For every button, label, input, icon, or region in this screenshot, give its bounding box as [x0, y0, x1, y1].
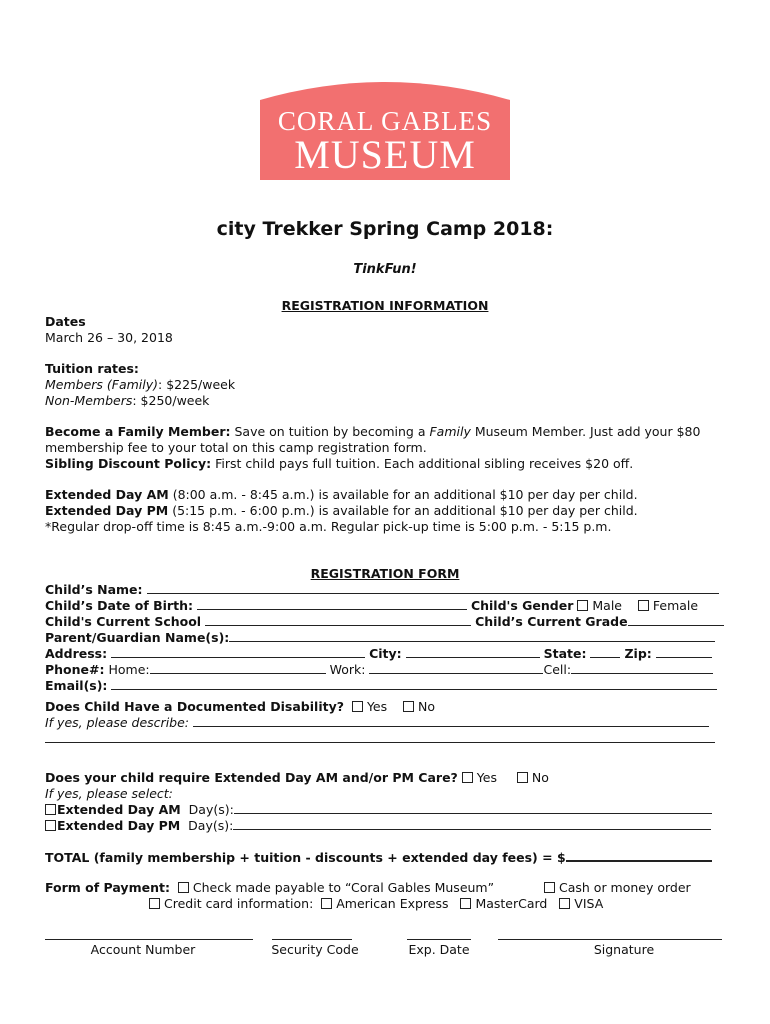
cash-option: [544, 880, 691, 896]
describe-label: If yes, please describe:: [45, 715, 190, 730]
visa-label: VISA: [574, 896, 604, 911]
female-label: Female: [652, 598, 699, 613]
parent-label: Parent/Guardian Name(s):: [45, 630, 230, 645]
email-field[interactable]: [111, 678, 717, 690]
credit-label: Credit card information:: [164, 896, 314, 911]
cash-label: Cash or money order: [559, 880, 691, 895]
disability-no-checkbox[interactable]: [403, 701, 414, 712]
members-rate: [45, 377, 235, 393]
ext-pm-row: [45, 818, 711, 834]
home-phone-field[interactable]: [150, 662, 326, 674]
account-number-label: Account Number: [90, 942, 196, 957]
family-italic: Family: [429, 424, 471, 439]
child-name-row: [45, 582, 719, 598]
signature-field[interactable]: [498, 927, 722, 940]
ext-pm-days-field[interactable]: [233, 818, 711, 830]
check-label: Check made payable to “Coral Gables Museum”: [192, 880, 495, 895]
dates-value: March 26 – 30, 2018: [45, 330, 173, 345]
ext-am-days-label: Day(s):: [188, 802, 234, 817]
ext-pm-option: Extended Day PM: [57, 818, 181, 833]
sibling-label: Sibling Discount Policy:: [45, 456, 212, 471]
exp-date-field[interactable]: [407, 927, 471, 940]
select-label: If yes, please select:: [45, 786, 173, 801]
ext-yes-label: Yes: [476, 770, 497, 785]
security-code-label: Security Code: [271, 942, 359, 957]
page-subtitle: TinkFun!: [353, 262, 417, 277]
total-row: [45, 849, 712, 866]
phone-label: Phone#:: [45, 662, 105, 677]
museum-logo: [260, 78, 510, 180]
parent-row: [45, 630, 715, 646]
address-field[interactable]: [111, 646, 365, 658]
total-label: TOTAL (family membership + tuition - discounts + extended day fees) = $: [45, 850, 566, 865]
cell-label: Cell:: [543, 662, 572, 677]
dates-label: Dates: [45, 314, 86, 329]
signature-label: Signature: [593, 942, 655, 957]
school-field[interactable]: [205, 614, 471, 626]
family-label: Become a Family Member:: [45, 424, 231, 439]
disability-row: [45, 699, 435, 715]
address-row: [45, 646, 712, 662]
dob-label: Child’s Date of Birth:: [45, 598, 193, 613]
ext-am-days-field[interactable]: [234, 802, 712, 814]
sibling-text: First child pays full tuition. Each additional sibling receives $20 off.: [211, 456, 634, 471]
total-field[interactable]: [566, 849, 712, 862]
logo-line1: CORAL GABLES: [277, 106, 493, 136]
family-text-3: membership fee to your total on this camp registration form.: [45, 440, 427, 455]
family-text-2: Museum Member. Just add your $80: [470, 424, 701, 439]
male-label: Male: [592, 598, 622, 613]
email-label: Email(s):: [45, 678, 108, 693]
amex-checkbox[interactable]: [321, 898, 332, 909]
mastercard-label: MasterCard: [475, 896, 548, 911]
grade-field[interactable]: [628, 614, 724, 626]
home-label: Home:: [108, 662, 150, 677]
credit-checkbox[interactable]: [149, 898, 160, 909]
zip-label: Zip:: [624, 646, 652, 661]
describe-row-2: [45, 731, 715, 747]
city-label: City:: [369, 646, 402, 661]
amex-label: American Express: [336, 896, 449, 911]
mastercard-checkbox[interactable]: [460, 898, 471, 909]
describe-field[interactable]: [193, 715, 709, 727]
disability-yes-checkbox[interactable]: [352, 701, 363, 712]
exp-date-label: Exp. Date: [408, 942, 470, 957]
ext-pm-checkbox[interactable]: [45, 820, 56, 831]
extended-care-question: Does your child require Extended Day AM and/or PM Care?: [45, 770, 458, 785]
account-number-field[interactable]: [45, 927, 253, 940]
school-row: [45, 614, 724, 630]
nonmembers-rate: [45, 393, 209, 409]
ext-am-option: Extended Day AM: [57, 802, 181, 817]
zip-field[interactable]: [656, 646, 712, 658]
female-checkbox[interactable]: [638, 600, 649, 611]
dob-field[interactable]: [197, 598, 467, 610]
ext-am-checkbox[interactable]: [45, 804, 56, 815]
gender-label: Child's Gender: [470, 598, 574, 613]
describe-field-2[interactable]: [45, 731, 715, 743]
logo-line2: MUSEUM: [294, 132, 476, 177]
ext-no-label: No: [531, 770, 549, 785]
registration-form-heading: REGISTRATION FORM: [310, 566, 460, 581]
parent-field[interactable]: [229, 630, 715, 642]
disability-yes-label: Yes: [366, 699, 388, 714]
extended-care-row: [45, 770, 549, 786]
members-label: Members (Family): [45, 377, 159, 392]
describe-row: [45, 715, 709, 731]
ext-am-label: Extended Day AM: [45, 487, 169, 502]
work-phone-field[interactable]: [369, 662, 543, 674]
extended-pm-info: [45, 503, 638, 519]
cell-phone-field[interactable]: [571, 662, 713, 674]
phone-row: [45, 662, 713, 678]
grade-label: Child’s Current Grade: [475, 614, 628, 629]
work-label: Work:: [329, 662, 366, 677]
ext-pm-days-label: Day(s):: [188, 818, 234, 833]
child-name-field[interactable]: [147, 582, 719, 594]
ext-yes-checkbox[interactable]: [462, 772, 473, 783]
regular-times: *Regular drop-off time is 8:45 a.m.-9:00 a.m. Regular pick-up time is 5:00 p.m. - 5:15 p.m.: [45, 519, 612, 534]
state-label: State:: [543, 646, 587, 661]
tuition-label: Tuition rates:: [45, 361, 139, 376]
payment-row: [45, 880, 494, 896]
extended-am-info: [45, 487, 638, 503]
male-checkbox[interactable]: [577, 600, 588, 611]
cash-checkbox[interactable]: [544, 882, 555, 893]
page-title: city Trekker Spring Camp 2018:: [216, 218, 554, 240]
sibling-policy: [45, 456, 633, 472]
disability-question: Does Child Have a Documented Disability?: [45, 699, 344, 714]
family-member-text: [45, 424, 700, 440]
credit-row: [149, 896, 603, 912]
city-field[interactable]: [406, 646, 540, 658]
registration-info-heading: REGISTRATION INFORMATION: [281, 298, 489, 313]
ext-pm-text: (5:15 p.m. - 6:00 p.m.) is available for an additional $10 per day per child.: [168, 503, 638, 518]
nonmembers-value: : $250/week: [132, 393, 210, 408]
nonmembers-label: Non-Members: [45, 393, 133, 408]
child-name-label: Child’s Name:: [45, 582, 143, 597]
ext-pm-label: Extended Day PM: [45, 503, 169, 518]
ext-am-row: [45, 802, 712, 818]
disability-no-label: No: [418, 699, 436, 714]
visa-checkbox[interactable]: [559, 898, 570, 909]
ext-no-checkbox[interactable]: [517, 772, 528, 783]
check-checkbox[interactable]: [178, 882, 189, 893]
state-field[interactable]: [590, 646, 620, 658]
payment-label: Form of Payment:: [45, 880, 170, 895]
email-row: [45, 678, 717, 694]
family-text-1: Save on tuition by becoming a: [230, 424, 430, 439]
security-code-field[interactable]: [272, 927, 352, 940]
address-label: Address:: [45, 646, 108, 661]
school-label: Child's Current School: [45, 614, 202, 629]
members-value: : $225/week: [158, 377, 236, 392]
ext-am-text: (8:00 a.m. - 8:45 a.m.) is available for an additional $10 per day per child.: [168, 487, 638, 502]
dob-row: [45, 598, 698, 614]
